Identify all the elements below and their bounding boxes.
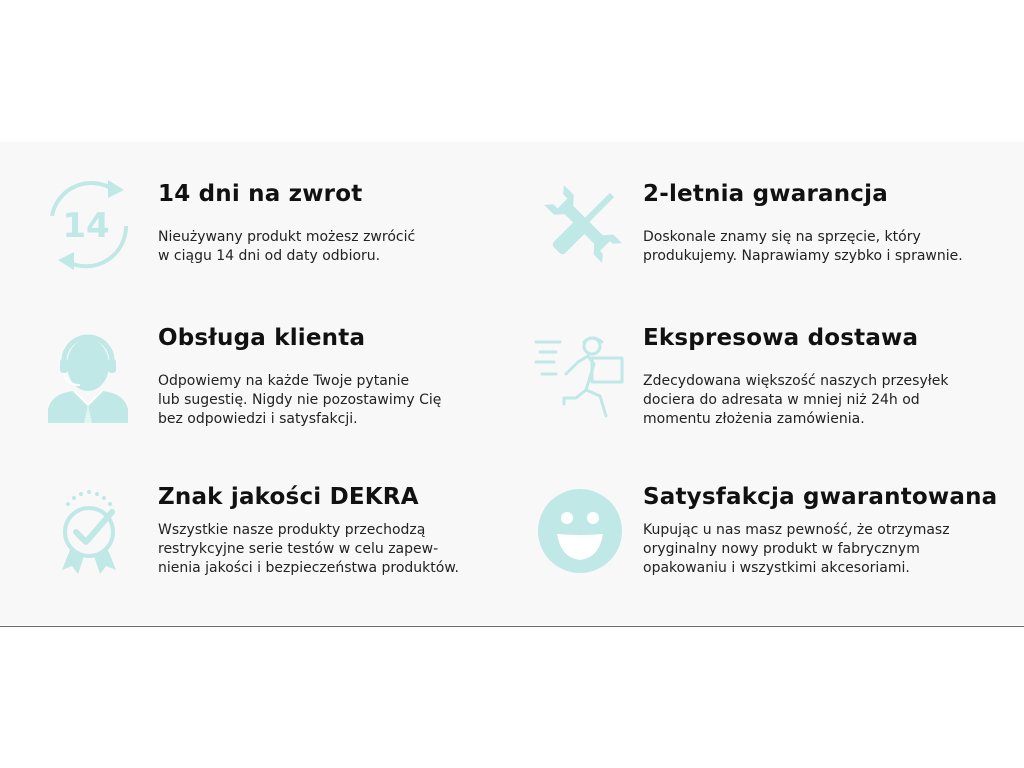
feature-title: Znak jakości DEKRA [158, 484, 419, 510]
feature-title: Ekspresowa dostawa [643, 325, 919, 351]
feature-title: Obsługa klienta [158, 325, 366, 351]
wrench-screwdriver-icon [540, 183, 626, 265]
feature-description: Zdecydowana większość naszych przesyłek dociera do adresata w mniej niż 24h od momentu złożenia zamówienia. [643, 373, 949, 427]
smiley-face-icon [537, 488, 623, 574]
feature-title: 14 dni na zwrot [158, 181, 363, 207]
feature-description: Kupując u nas masz pewność, że otrzymasz oryginalny nowy produkt w fabrycznym opakowaniu i wszystkimi akcesoriami. [643, 522, 950, 576]
return-14-days-icon [42, 176, 138, 274]
feature-description: Nieużywany produkt możesz zwrócić w ciągu 14 dni od daty odbioru. [158, 229, 416, 264]
feature-description: Odpowiemy na każde Twoje pytanie lub sugestię. Nigdy nie pozostawimy Cię bez odpowiedzi i satysfakcji. [158, 373, 442, 427]
return-days-badge: 14 [62, 206, 110, 246]
express-delivery-courier-icon [534, 334, 630, 424]
feature-description: Wszystkie nasze produkty przechodzą restrykcyjne serie testów w celu zapew- nienia jakości i bezpieczeństwa produktów. [158, 522, 459, 576]
divider [0, 626, 1024, 627]
feature-title: 2-letnia gwarancja [643, 181, 888, 207]
feature-description: Doskonale znamy się na sprzęcie, który produkujemy. Naprawiamy szybko i sprawnie. [643, 229, 963, 264]
feature-title: Satysfakcja gwarantowana [643, 484, 998, 510]
customer-service-headset-icon [46, 333, 130, 423]
quality-badge-checkmark-icon [56, 488, 122, 576]
